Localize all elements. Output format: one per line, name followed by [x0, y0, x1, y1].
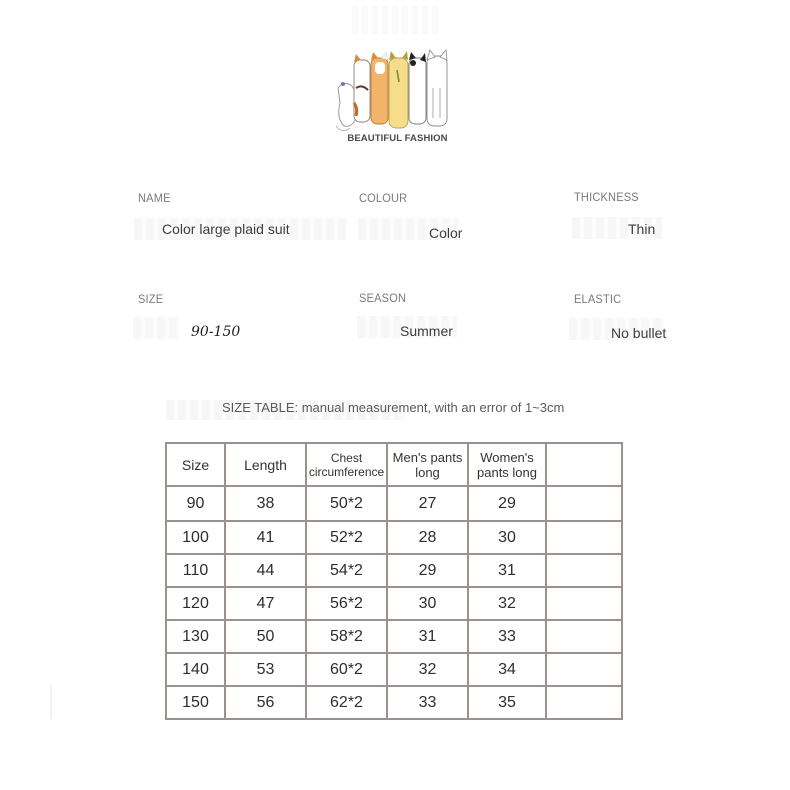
attr-label-season: SEASON	[359, 291, 407, 305]
header-empty	[546, 443, 622, 486]
cell: 29	[468, 486, 546, 521]
cell	[546, 486, 622, 521]
attr-value-colour: Color	[429, 225, 463, 241]
cell: 90	[166, 486, 225, 521]
attr-label-elastic: ELASTIC	[574, 292, 622, 306]
attr-value-elastic: No bullet	[611, 325, 667, 341]
cell: 33	[387, 686, 468, 719]
cell	[546, 587, 622, 620]
cell: 150	[166, 686, 225, 719]
cell	[546, 620, 622, 653]
cell: 58*2	[306, 620, 387, 653]
cell: 140	[166, 653, 225, 686]
cell	[546, 686, 622, 719]
attr-value-size: 90-150	[191, 324, 241, 340]
cell: 38	[225, 486, 306, 521]
cell: 100	[166, 521, 225, 554]
table-row	[166, 620, 622, 653]
cell: 50*2	[306, 486, 387, 521]
table-row	[166, 521, 622, 554]
attr-label-name: NAME	[138, 191, 171, 205]
cell	[546, 653, 622, 686]
cell: 31	[387, 620, 468, 653]
cell: 34	[468, 653, 546, 686]
cell: 44	[225, 554, 306, 587]
table-header-row	[166, 443, 622, 486]
faded-background-text	[133, 317, 178, 339]
cell: 56*2	[306, 587, 387, 620]
cell: 35	[468, 686, 546, 719]
cell: 50	[225, 620, 306, 653]
size-table-title: SIZE TABLE: manual measurement, with an error of 1~3cm	[222, 400, 565, 415]
cell	[546, 521, 622, 554]
cell	[546, 554, 622, 587]
attr-label-size: SIZE	[138, 292, 164, 306]
cell: 41	[225, 521, 306, 554]
cell: 28	[387, 521, 468, 554]
faint-divider	[50, 685, 52, 719]
cell: 32	[468, 587, 546, 620]
attr-value-season: Summer	[400, 323, 453, 339]
cell: 32	[387, 653, 468, 686]
table-row	[166, 554, 622, 587]
table-row	[166, 486, 622, 521]
brand-caption: BEAUTIFUL FASHION	[347, 133, 448, 144]
header-mens-pants: Men's pants long	[387, 443, 468, 486]
cell: 54*2	[306, 554, 387, 587]
size-table	[165, 442, 623, 720]
cell: 27	[387, 486, 468, 521]
header-size: Size	[166, 443, 225, 486]
cell: 110	[166, 554, 225, 587]
cell: 53	[225, 653, 306, 686]
cell: 120	[166, 587, 225, 620]
attr-label-thickness: THICKNESS	[574, 190, 639, 204]
header-womens-pants: Women's pants long	[468, 443, 546, 486]
header-length: Length	[225, 443, 306, 486]
cell: 130	[166, 620, 225, 653]
cell: 52*2	[306, 521, 387, 554]
table-row	[166, 587, 622, 620]
cell: 30	[387, 587, 468, 620]
attr-label-colour: COLOUR	[359, 191, 408, 205]
header-chest: Chest circumference	[306, 443, 387, 486]
cell: 47	[225, 587, 306, 620]
cell: 30	[468, 521, 546, 554]
cell: 56	[225, 686, 306, 719]
cell: 62*2	[306, 686, 387, 719]
cell: 60*2	[306, 653, 387, 686]
table-row	[166, 686, 622, 719]
table-row	[166, 653, 622, 686]
cell: 31	[468, 554, 546, 587]
cell: 33	[468, 620, 546, 653]
faded-watermark	[352, 6, 442, 34]
cell: 29	[387, 554, 468, 587]
attr-value-thickness: Thin	[628, 221, 656, 237]
attr-value-name: Color large plaid suit	[162, 221, 290, 237]
